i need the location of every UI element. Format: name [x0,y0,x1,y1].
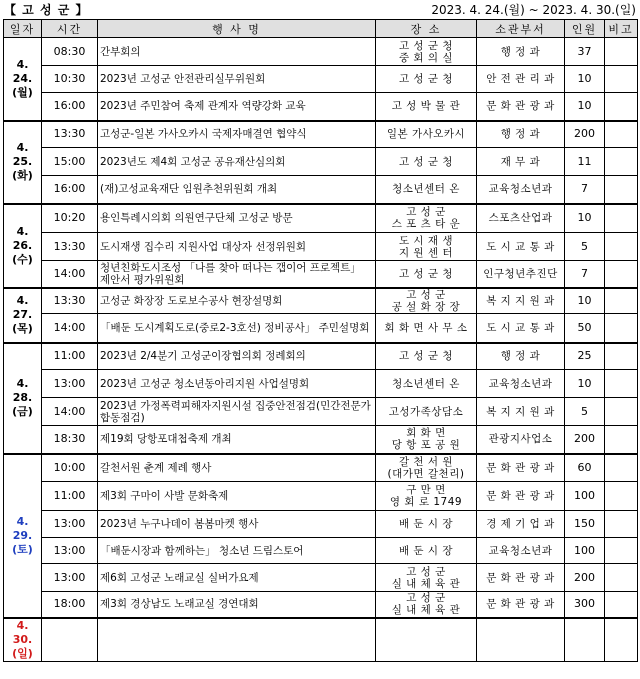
dept-cell: 경 제 기 업 과 [477,511,565,538]
place-cell: 고 성 군 청 [376,148,477,176]
place-cell: 갈 천 서 원 (대가면 갈천리) [376,454,477,482]
place-cell [376,618,477,662]
note-cell [605,482,638,511]
table-row [4,618,638,662]
table-row [4,148,638,176]
day-cell: 4. 28. (금) [4,343,42,454]
day-cell: 4. 30. (일) [4,618,42,662]
dept-cell: 행 정 과 [477,38,565,66]
time-cell: 14:00 [42,261,98,288]
col-day: 일자 [4,20,42,38]
dept-cell: 문 화 관 광 과 [477,592,565,618]
place-cell: 도 시 재 생 지 원 센 터 [376,233,477,261]
date-range: 2023. 4. 24.(월) ~ 2023. 4. 30.(일) [431,3,636,17]
event-cell: 2023년 고성군 안전관리실무위원회 [98,66,376,93]
event-cell: 제3회 경상남도 노래교실 경연대회 [98,592,376,618]
table-row [4,121,638,148]
schedule-table [3,19,638,662]
note-cell [605,148,638,176]
event-cell: 제6회 고성군 노래교실 실버가요제 [98,564,376,592]
event-cell: 용인특례시의회 의원연구단체 고성군 방문 [98,204,376,233]
place-cell: 회 화 면 당 항 포 공 원 [376,426,477,454]
time-cell: 18:00 [42,592,98,618]
dept-cell: 교육청소년과 [477,176,565,204]
time-cell: 16:00 [42,93,98,121]
place-cell: 배 둔 시 장 [376,538,477,564]
event-cell: 「배둔시장과 함께하는」 청소년 드림스토어 [98,538,376,564]
place-cell: 청소년센터 온 [376,370,477,398]
time-cell: 13:30 [42,288,98,314]
people-cell: 10 [565,66,605,93]
time-cell: 14:00 [42,398,98,426]
people-cell: 200 [565,564,605,592]
event-cell: 고성군 화장장 도로보수공사 현장설명회 [98,288,376,314]
day-cell: 4. 26. (수) [4,204,42,288]
note-cell [605,38,638,66]
event-cell: 2023년도 제4회 고성군 공유재산심의회 [98,148,376,176]
time-cell: 18:30 [42,426,98,454]
time-cell: 11:00 [42,482,98,511]
people-cell: 10 [565,93,605,121]
time-cell: 13:00 [42,511,98,538]
dept-cell: 교육청소년과 [477,370,565,398]
place-cell: 구 만 면 영 회 로 1749 [376,482,477,511]
table-row [4,288,638,314]
day-cell: 4. 25. (화) [4,121,42,204]
time-cell: 13:30 [42,121,98,148]
table-row [4,176,638,204]
table-row [4,426,638,454]
dept-cell: 행 정 과 [477,343,565,370]
note-cell [605,204,638,233]
dept-cell [477,618,565,662]
note-cell [605,398,638,426]
table-row [4,204,638,233]
dept-cell: 행 정 과 [477,121,565,148]
people-cell: 100 [565,482,605,511]
event-cell: 2023년 누구나데이 봄봄마켓 행사 [98,511,376,538]
col-event: 행 사 명 [98,20,376,38]
event-cell: 「배둔 도시계획도로(중로2-3호선) 정비공사」 주민설명회 [98,314,376,343]
dept-cell: 복 지 지 원 과 [477,398,565,426]
table-row [4,538,638,564]
event-cell: 2023년 가정폭력피해자지원시설 집중안전점검(민간전문가 합동점검) [98,398,376,426]
event-cell: 제3회 구마이 사발 문화축제 [98,482,376,511]
table-row [4,454,638,482]
dept-cell: 도 시 교 통 과 [477,314,565,343]
col-note: 비고 [605,20,638,38]
dept-cell: 문 화 관 광 과 [477,93,565,121]
people-cell: 7 [565,261,605,288]
time-cell: 10:30 [42,66,98,93]
place-cell: 일본 가사오카시 [376,121,477,148]
time-cell: 13:00 [42,564,98,592]
people-cell: 150 [565,511,605,538]
note-cell [605,370,638,398]
note-cell [605,564,638,592]
event-cell: 2023년 2/4분기 고성군이장협의회 정례회의 [98,343,376,370]
time-cell: 13:30 [42,233,98,261]
event-cell: (재)고성교육재단 임원추천위원회 개최 [98,176,376,204]
table-row [4,261,638,288]
table-row [4,398,638,426]
table-row [4,314,638,343]
time-cell: 13:00 [42,538,98,564]
time-cell: 10:00 [42,454,98,482]
place-cell: 청소년센터 온 [376,176,477,204]
county-title: 【 고 성 군 】 [4,3,89,17]
note-cell [605,314,638,343]
dept-cell: 관광지사업소 [477,426,565,454]
event-cell [98,618,376,662]
people-cell: 60 [565,454,605,482]
table-row [4,38,638,66]
note-cell [605,592,638,618]
day-cell: 4. 29. (토) [4,454,42,618]
dept-cell: 스포츠산업과 [477,204,565,233]
day-cell: 4. 27. (목) [4,288,42,343]
place-cell: 고 성 군 청 중 회 의 실 [376,38,477,66]
note-cell [605,233,638,261]
dept-cell: 인구청년추진단 [477,261,565,288]
event-cell: 2023년 주민참여 축제 관계자 역량강화 교육 [98,93,376,121]
people-cell: 200 [565,121,605,148]
table-row [4,66,638,93]
time-cell: 10:20 [42,204,98,233]
event-cell: 도시재생 집수리 지원사업 대상자 선정위원회 [98,233,376,261]
note-cell [605,343,638,370]
people-cell: 5 [565,233,605,261]
table-row [4,343,638,370]
place-cell: 고 성 군 청 [376,343,477,370]
table-row [4,482,638,511]
time-cell [42,618,98,662]
event-cell: 청년친화도시조성 「나를 찾아 떠나는 갭이어 프로젝트」 제안서 평가위원회 [98,261,376,288]
note-cell [605,426,638,454]
schedule-body [4,38,638,662]
event-cell: 고성군-일본 가사오카시 국제자매결연 협약식 [98,121,376,148]
event-cell: 2023년 고성군 청소년동아리지원 사업설명회 [98,370,376,398]
people-cell: 7 [565,176,605,204]
people-cell: 11 [565,148,605,176]
place-cell: 회 화 면 사 무 소 [376,314,477,343]
col-time: 시간 [42,20,98,38]
time-cell: 08:30 [42,38,98,66]
dept-cell: 도 시 교 통 과 [477,233,565,261]
people-cell: 10 [565,370,605,398]
table-row [4,592,638,618]
note-cell [605,511,638,538]
place-cell: 고 성 군 실 내 체 육 관 [376,564,477,592]
time-cell: 15:00 [42,148,98,176]
event-cell: 간부회의 [98,38,376,66]
people-cell: 37 [565,38,605,66]
place-cell: 고성가족상담소 [376,398,477,426]
note-cell [605,66,638,93]
place-cell: 고 성 군 실 내 체 육 관 [376,592,477,618]
header-row [4,20,638,38]
dept-cell: 안 전 관 리 과 [477,66,565,93]
place-cell: 고 성 군 스 포 츠 타 운 [376,204,477,233]
people-cell: 25 [565,343,605,370]
dept-cell: 재 무 과 [477,148,565,176]
col-place: 장 소 [376,20,477,38]
people-cell: 50 [565,314,605,343]
place-cell: 배 둔 시 장 [376,511,477,538]
table-row [4,233,638,261]
people-cell: 10 [565,288,605,314]
dept-cell: 복 지 지 원 과 [477,288,565,314]
place-cell: 고 성 군 공 설 화 장 장 [376,288,477,314]
table-row [4,511,638,538]
note-cell [605,618,638,662]
people-cell [565,618,605,662]
day-cell: 4. 24. (월) [4,38,42,121]
note-cell [605,538,638,564]
note-cell [605,454,638,482]
note-cell [605,176,638,204]
table-row [4,370,638,398]
note-cell [605,261,638,288]
time-cell: 13:00 [42,370,98,398]
table-row [4,93,638,121]
col-dept: 소관부서 [477,20,565,38]
note-cell [605,93,638,121]
people-cell: 300 [565,592,605,618]
time-cell: 11:00 [42,343,98,370]
place-cell: 고 성 박 물 관 [376,93,477,121]
event-cell: 제19회 당항포대첩축제 개최 [98,426,376,454]
dept-cell: 교육청소년과 [477,538,565,564]
place-cell: 고 성 군 청 [376,66,477,93]
dept-cell: 문 화 관 광 과 [477,564,565,592]
place-cell: 고 성 군 청 [376,261,477,288]
people-cell: 10 [565,204,605,233]
header [0,0,640,18]
people-cell: 200 [565,426,605,454]
people-cell: 100 [565,538,605,564]
people-cell: 5 [565,398,605,426]
col-people: 인원 [565,20,605,38]
note-cell [605,121,638,148]
dept-cell: 문 화 관 광 과 [477,454,565,482]
table-row [4,564,638,592]
time-cell: 16:00 [42,176,98,204]
time-cell: 14:00 [42,314,98,343]
note-cell [605,288,638,314]
dept-cell: 문 화 관 광 과 [477,482,565,511]
event-cell: 갈천서원 춘계 제례 행사 [98,454,376,482]
